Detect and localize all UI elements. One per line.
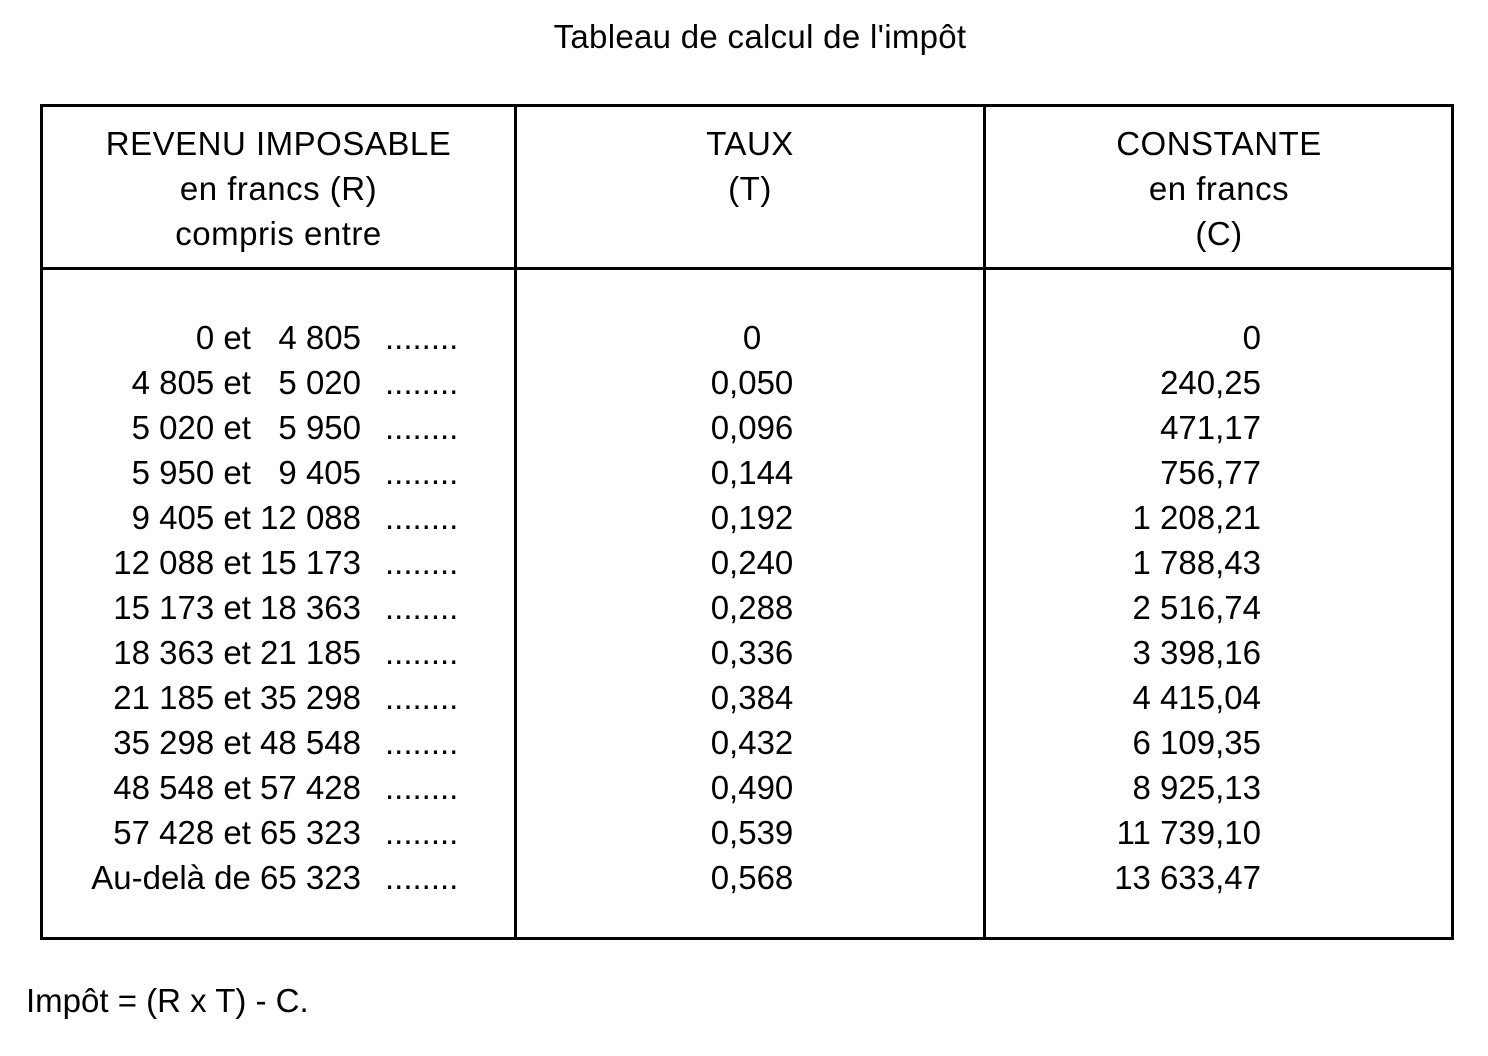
leader-dots: ........: [385, 364, 459, 401]
range-cell: 4 805 et 5 020: [131, 364, 361, 401]
table-row: [43, 810, 1451, 855]
range-cell: 15 173 et 18 363: [113, 589, 361, 626]
constante-cell: 11 739,10: [1116, 814, 1261, 851]
leader-dots: ........: [385, 859, 459, 896]
taux-cell: 0,432: [710, 724, 794, 761]
taux-cell: 0: [742, 319, 762, 356]
page-title: Tableau de calcul de l'impôt: [553, 18, 967, 55]
taux-cell: 0,539: [710, 814, 794, 851]
table-row: [43, 315, 1451, 360]
leader-dots: ........: [385, 544, 459, 581]
header-revenu: [43, 121, 514, 256]
leader-dots: ........: [385, 679, 459, 716]
table-row: [43, 405, 1451, 450]
leader-dots: ........: [385, 724, 459, 761]
constante-cell: 240,25: [1160, 364, 1261, 401]
taux-cell: 0,384: [710, 679, 794, 716]
table-row: [43, 630, 1451, 675]
header-revenu-line-1: REVENU IMPOSABLE: [105, 125, 452, 162]
range-cell: 9 405 et 12 088: [131, 499, 361, 536]
header-divider: [43, 267, 1451, 270]
header-revenu-line-2: en francs (R): [179, 170, 378, 207]
header-constante: [986, 121, 1452, 256]
table-row: [43, 495, 1451, 540]
tax-table: [40, 104, 1454, 940]
header-revenu-line-3: compris entre: [175, 215, 382, 252]
constante-cell: 3 398,16: [1132, 634, 1261, 671]
constante-cell: 4 415,04: [1132, 679, 1261, 716]
taux-cell: 0,144: [710, 454, 794, 491]
table-row: [43, 360, 1451, 405]
header-taux-line-2: (T): [728, 170, 772, 207]
taux-cell: 0,568: [710, 859, 794, 896]
range-cell: 5 020 et 5 950: [131, 409, 361, 446]
leader-dots: ........: [385, 589, 459, 626]
taux-cell: 0,096: [710, 409, 794, 446]
range-cell: 57 428 et 65 323: [113, 814, 361, 851]
header-constante-line-1: CONSTANTE: [1116, 125, 1322, 162]
constante-cell: 13 633,47: [1114, 859, 1261, 896]
range-cell: 5 950 et 9 405: [131, 454, 361, 491]
leader-dots: ........: [385, 319, 459, 356]
constante-cell: 8 925,13: [1132, 769, 1261, 806]
taux-cell: 0,192: [710, 499, 794, 536]
leader-dots: ........: [385, 409, 459, 446]
constante-cell: 2 516,74: [1132, 589, 1261, 626]
taux-cell: 0,050: [710, 364, 794, 401]
taux-cell: 0,336: [710, 634, 794, 671]
constante-cell: 0: [1242, 319, 1261, 356]
header-constante-line-3: (C): [1195, 215, 1243, 252]
taux-cell: 0,240: [710, 544, 794, 581]
range-cell: 35 298 et 48 548: [113, 724, 361, 761]
range-cell: 18 363 et 21 185: [113, 634, 361, 671]
constante-cell: 1 788,43: [1132, 544, 1261, 581]
range-cell: 48 548 et 57 428: [113, 769, 361, 806]
range-cell: Au-delà de 65 323: [91, 859, 361, 896]
leader-dots: ........: [385, 499, 459, 536]
table-row: [43, 540, 1451, 585]
header-constante-line-2: en francs: [1148, 170, 1290, 207]
table-row: [43, 675, 1451, 720]
taux-cell: 0,490: [710, 769, 794, 806]
table-body: [43, 315, 1451, 900]
table-row: [43, 585, 1451, 630]
constante-cell: 6 109,35: [1132, 724, 1261, 761]
range-cell: 12 088 et 15 173: [113, 544, 361, 581]
constante-cell: 756,77: [1160, 454, 1261, 491]
range-cell: 0 et 4 805: [195, 319, 361, 356]
leader-dots: ........: [385, 454, 459, 491]
taux-cell: 0,288: [710, 589, 794, 626]
header-taux: [517, 121, 983, 211]
leader-dots: ........: [385, 769, 459, 806]
constante-cell: 1 208,21: [1132, 499, 1261, 536]
leader-dots: ........: [385, 634, 459, 671]
constante-cell: 471,17: [1160, 409, 1261, 446]
table-row: [43, 855, 1451, 900]
table-row: [43, 720, 1451, 765]
table-row: [43, 765, 1451, 810]
range-cell: 21 185 et 35 298: [113, 679, 361, 716]
header-taux-line-1: TAUX: [706, 125, 794, 162]
leader-dots: ........: [385, 814, 459, 851]
tax-formula: Impôt = (R x T) - C.: [26, 982, 309, 1019]
table-row: [43, 450, 1451, 495]
